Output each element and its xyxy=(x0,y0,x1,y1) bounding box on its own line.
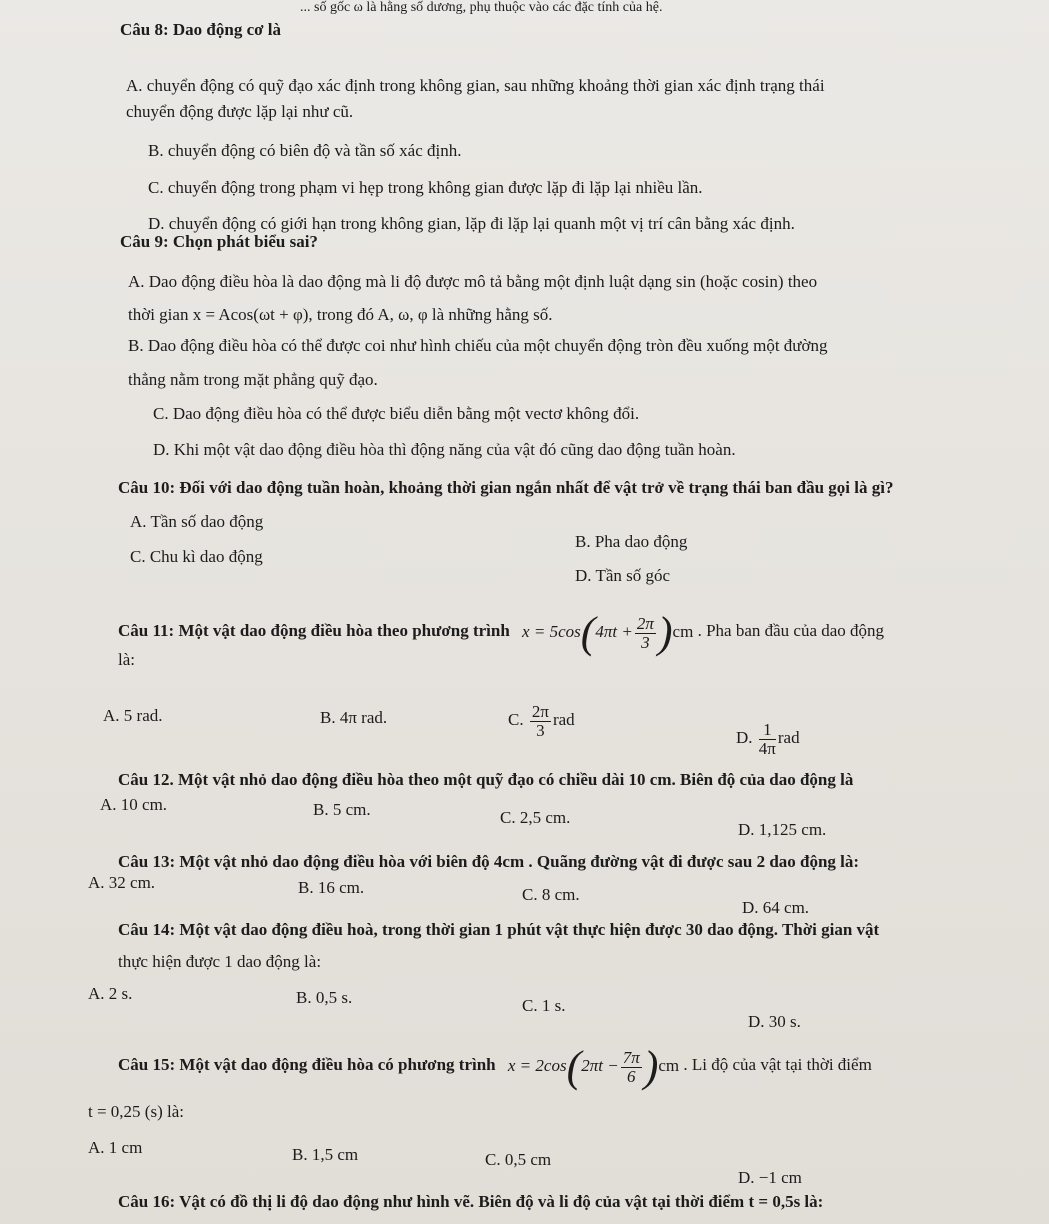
q15-option-a: A. 1 cm xyxy=(88,1138,143,1157)
q8-option-c: C. chuyển động trong phạm vi hẹp trong không gian được lặp đi lặp lại nhiều lần. xyxy=(148,178,703,197)
q16-title: Câu 16: Vật có đồ thị li độ dao động như hình vẽ. Biên độ và li độ của vật tại thời điểm t = 0,5s là: xyxy=(118,1192,824,1211)
q12-option-c: C. 2,5 cm. xyxy=(500,808,571,827)
q11-equation xyxy=(522,608,694,658)
q10-option-d: D. Tần số góc xyxy=(575,566,671,585)
q11-c-den: 3 xyxy=(536,720,545,740)
q8-option-d: D. chuyển động có giới hạn trong không gian, lặp đi lặp lại quanh một vị trí cân bằng xác định. xyxy=(148,214,795,233)
q11-c-unit: rad xyxy=(552,710,575,729)
q15-eq-left: x = 2cos xyxy=(507,1056,567,1076)
q15-frac-num: 7π xyxy=(622,1047,640,1067)
q11-d-fraction xyxy=(759,721,776,758)
q15-line xyxy=(118,1042,872,1092)
q10-title: Câu 10: Đối với dao động tuần hoàn, khoảng thời gian ngắn nhất để vật trở về trạng thái ban đầu gọi là gì? xyxy=(118,478,894,497)
q8-title: Câu 8: Dao động cơ là xyxy=(120,20,282,39)
q11-title: Câu 11: Một vật dao động điều hòa theo phương trình xyxy=(118,621,510,640)
q13-title: Câu 13: Một vật nhỏ dao động điều hòa với biên độ 4cm . Quãng đường vật đi được sau 2 dao động là: xyxy=(118,852,860,871)
q11-frac-den: 3 xyxy=(641,632,650,652)
q11-paren-open: ( xyxy=(580,608,596,658)
q9-option-c: C. Dao động điều hòa có thể được biểu diễn bằng một vectơ không đổi. xyxy=(153,404,640,423)
q11-paren-close: ) xyxy=(657,608,673,658)
q15-eq-fraction xyxy=(621,1049,642,1086)
q9-option-a: A. Dao động điều hòa là dao động mà li độ được mô tả bằng một định luật dạng sin (hoặc cosin) theo xyxy=(128,272,818,291)
q15-paren-close: ) xyxy=(643,1042,659,1092)
q9-option-b: B. Dao động điều hòa có thể được coi như hình chiếu của một chuyển động tròn đều xuống một đường xyxy=(128,336,828,355)
q8-option-a-cont: chuyển động được lặp lại như cũ. xyxy=(126,102,354,121)
q15-option-b: B. 1,5 cm xyxy=(292,1145,359,1164)
q13-option-d: D. 64 cm. xyxy=(742,898,810,917)
q14-option-a: A. 2 s. xyxy=(88,984,133,1003)
q14-option-b: B. 0,5 s. xyxy=(296,988,353,1007)
q12-title: Câu 12. Một vật nhỏ dao động điều hòa theo một quỹ đạo có chiều dài 10 cm. Biên độ của dao động là xyxy=(118,770,854,789)
q12-option-d: D. 1,125 cm. xyxy=(738,820,827,839)
q11-c-fraction xyxy=(530,703,551,740)
q10-option-c: C. Chu kì dao động xyxy=(130,547,263,566)
q11-tail2: là: xyxy=(118,650,135,669)
q14-title: Câu 14: Một vật dao động điều hoà, trong thời gian 1 phút vật thực hiện được 30 dao động. Thời gian vật xyxy=(118,920,880,939)
q13-option-c: C. 8 cm. xyxy=(522,885,580,904)
q13-option-b: B. 16 cm. xyxy=(298,878,365,897)
q15-tail2: t = 0,25 (s) là: xyxy=(88,1102,184,1121)
q11-eq-unit: cm xyxy=(672,622,694,642)
q15-option-c: C. 0,5 cm xyxy=(485,1150,552,1169)
q8-option-b: B. chuyển động có biên độ và tần số xác định. xyxy=(148,141,462,160)
q11-d-unit: rad xyxy=(777,728,800,747)
q11-option-d xyxy=(736,718,800,758)
q13-option-a: A. 32 cm. xyxy=(88,873,156,892)
q11-d-label: D. xyxy=(736,728,753,747)
q12-option-b: B. 5 cm. xyxy=(313,800,371,819)
q15-tail: . Li độ của vật tại thời điểm xyxy=(683,1055,872,1074)
q9-option-b-cont: thẳng nằm trong mặt phẳng quỹ đạo. xyxy=(128,370,378,389)
q11-eq-left: x = 5cos xyxy=(522,622,581,642)
q11-eq-mid: 4πt + xyxy=(595,622,633,642)
q11-option-a: A. 5 rad. xyxy=(103,706,163,725)
q11-eq-fraction xyxy=(635,615,656,652)
q15-option-d: D. −1 cm xyxy=(738,1168,802,1187)
q11-option-c xyxy=(508,700,575,740)
q9-option-a-cont: thời gian x = Acos(ωt + φ), trong đó A, ω, φ là những hằng số. xyxy=(128,305,553,324)
q15-eq-mid: 2πt − xyxy=(581,1056,619,1076)
top-fragment: ... số gốc ω là hằng số dương, phụ thuộc vào các đặc tính của hệ. xyxy=(300,0,663,15)
q14-option-c: C. 1 s. xyxy=(522,996,566,1015)
q15-equation xyxy=(507,1042,680,1092)
q11-c-num: 2π xyxy=(531,701,549,721)
q10-option-b: B. Pha dao động xyxy=(575,532,688,551)
q11-d-den: 4π xyxy=(758,738,776,758)
q11-c-label: C. xyxy=(508,710,524,729)
q11-d-num: 1 xyxy=(759,721,776,740)
q11-tail: . Pha ban đầu của dao động xyxy=(697,621,885,640)
q15-eq-unit: cm xyxy=(658,1056,680,1076)
q14-title-cont: thực hiện được 1 dao động là: xyxy=(118,952,322,971)
q15-title: Câu 15: Một vật dao động điều hòa có phương trình xyxy=(118,1055,496,1074)
q9-title: Câu 9: Chọn phát biểu sai? xyxy=(120,232,318,251)
q9-option-d: D. Khi một vật dao động điều hòa thì động năng của vật đó cũng dao động tuần hoàn. xyxy=(153,440,736,459)
q11-option-b: B. 4π rad. xyxy=(320,708,388,727)
q14-option-d: D. 30 s. xyxy=(748,1012,801,1031)
q12-option-a: A. 10 cm. xyxy=(100,795,168,814)
q11-frac-num: 2π xyxy=(636,613,654,633)
q10-option-a: A. Tần số dao động xyxy=(130,512,264,531)
q11-line xyxy=(118,608,885,658)
q8-option-a: A. chuyển động có quỹ đạo xác định trong không gian, sau những khoảng thời gian xác định trạng thái xyxy=(126,76,825,95)
q15-frac-den: 6 xyxy=(626,1066,636,1086)
q15-paren-open: ( xyxy=(566,1042,582,1092)
